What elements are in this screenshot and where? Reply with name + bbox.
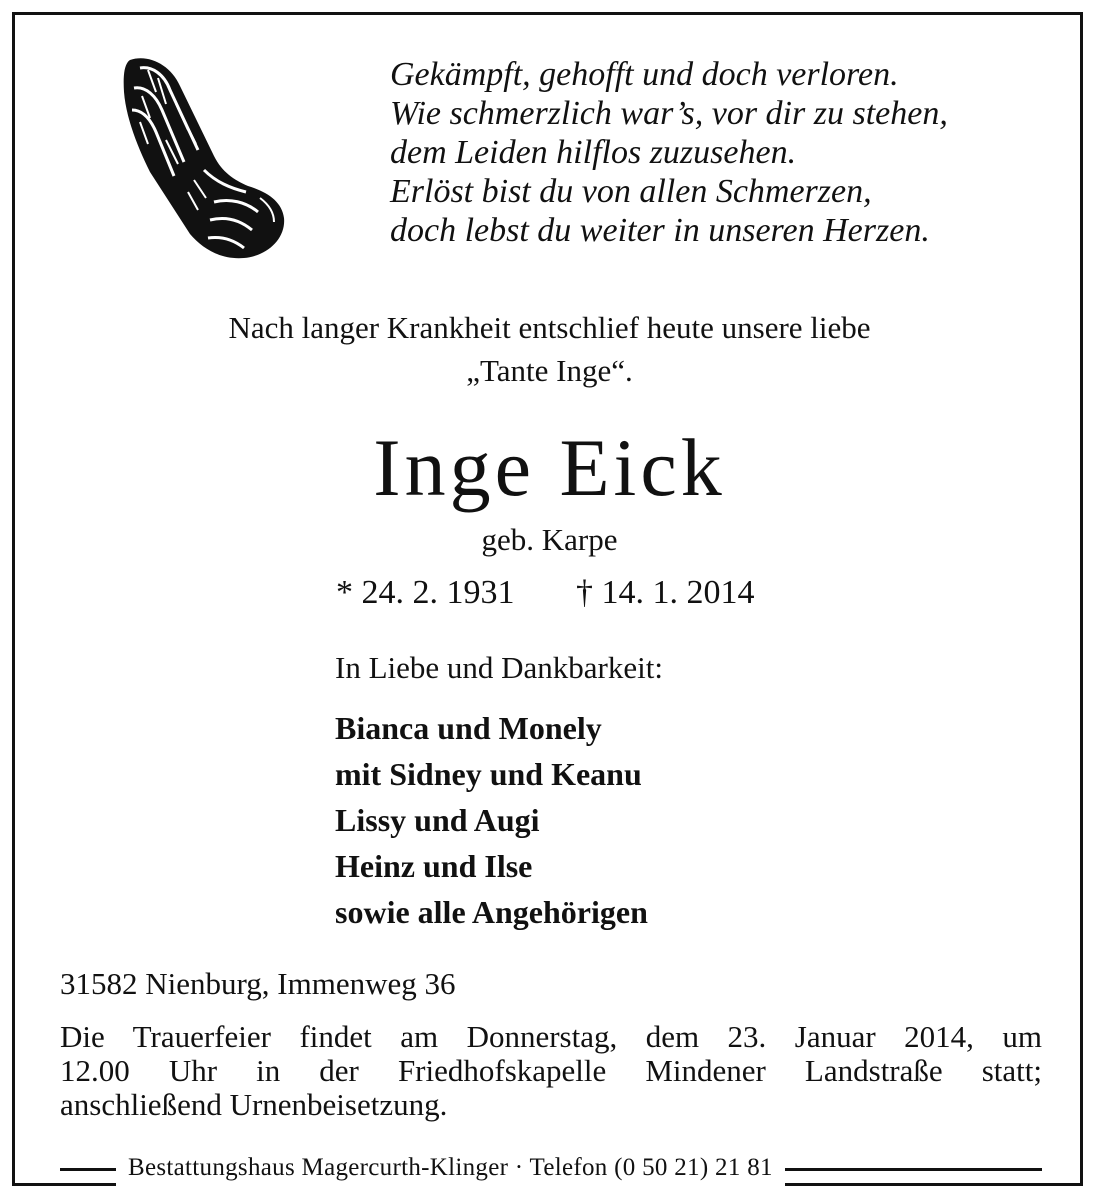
birth-date: * 24. 2. 1931 [336,574,515,611]
praying-hands-icon [118,52,298,262]
service-line: 12.00 Uhr in der Friedhofskapelle Mindener Landstraße statt; [60,1053,1042,1088]
funeral-home-footer: Bestattungshaus Magercurth-Klinger · Telefon (0 50 21) 21 81 [116,1150,785,1186]
maiden-name: geb. Karpe [481,522,618,557]
announcement-line: „Tante Inge“. [466,353,633,388]
mourner-name: Heinz und Ilse [335,848,533,884]
mourner-name: Bianca und Monely [335,710,602,746]
address: 31582 Nienburg, Immenweg 36 [60,966,456,1001]
service-info [60,1020,1042,1122]
mourners-label: In Liebe und Dankbarkeit: [335,650,663,685]
service-line: Die Trauerfeier findet am Donnerstag, dem 23. Januar 2014, um [60,1019,1042,1054]
mourner-name: sowie alle Angehörigen [335,894,648,930]
poem [390,55,1050,250]
mourners-list [335,705,648,935]
death-date: † 14. 1. 2014 [576,574,755,611]
deceased-name: Inge Eick [373,422,726,513]
service-line: anschließend Urnenbeisetzung. [60,1087,448,1122]
poem-line: Gekämpft, gehofft und doch verloren. [390,56,899,93]
announcement-line: Nach langer Krankheit entschlief heute unsere liebe [228,310,871,345]
poem-line: dem Leiden hilflos zuzusehen. [390,134,797,171]
poem-line: doch lebst du weiter in unseren Herzen. [390,212,930,249]
poem-line: Wie schmerzlich war’s, vor dir zu stehen, [390,95,948,132]
mourner-name: Lissy und Augi [335,802,540,838]
poem-line: Erlöst bist du von allen Schmerzen, [390,173,872,210]
mourner-name: mit Sidney und Keanu [335,756,642,792]
